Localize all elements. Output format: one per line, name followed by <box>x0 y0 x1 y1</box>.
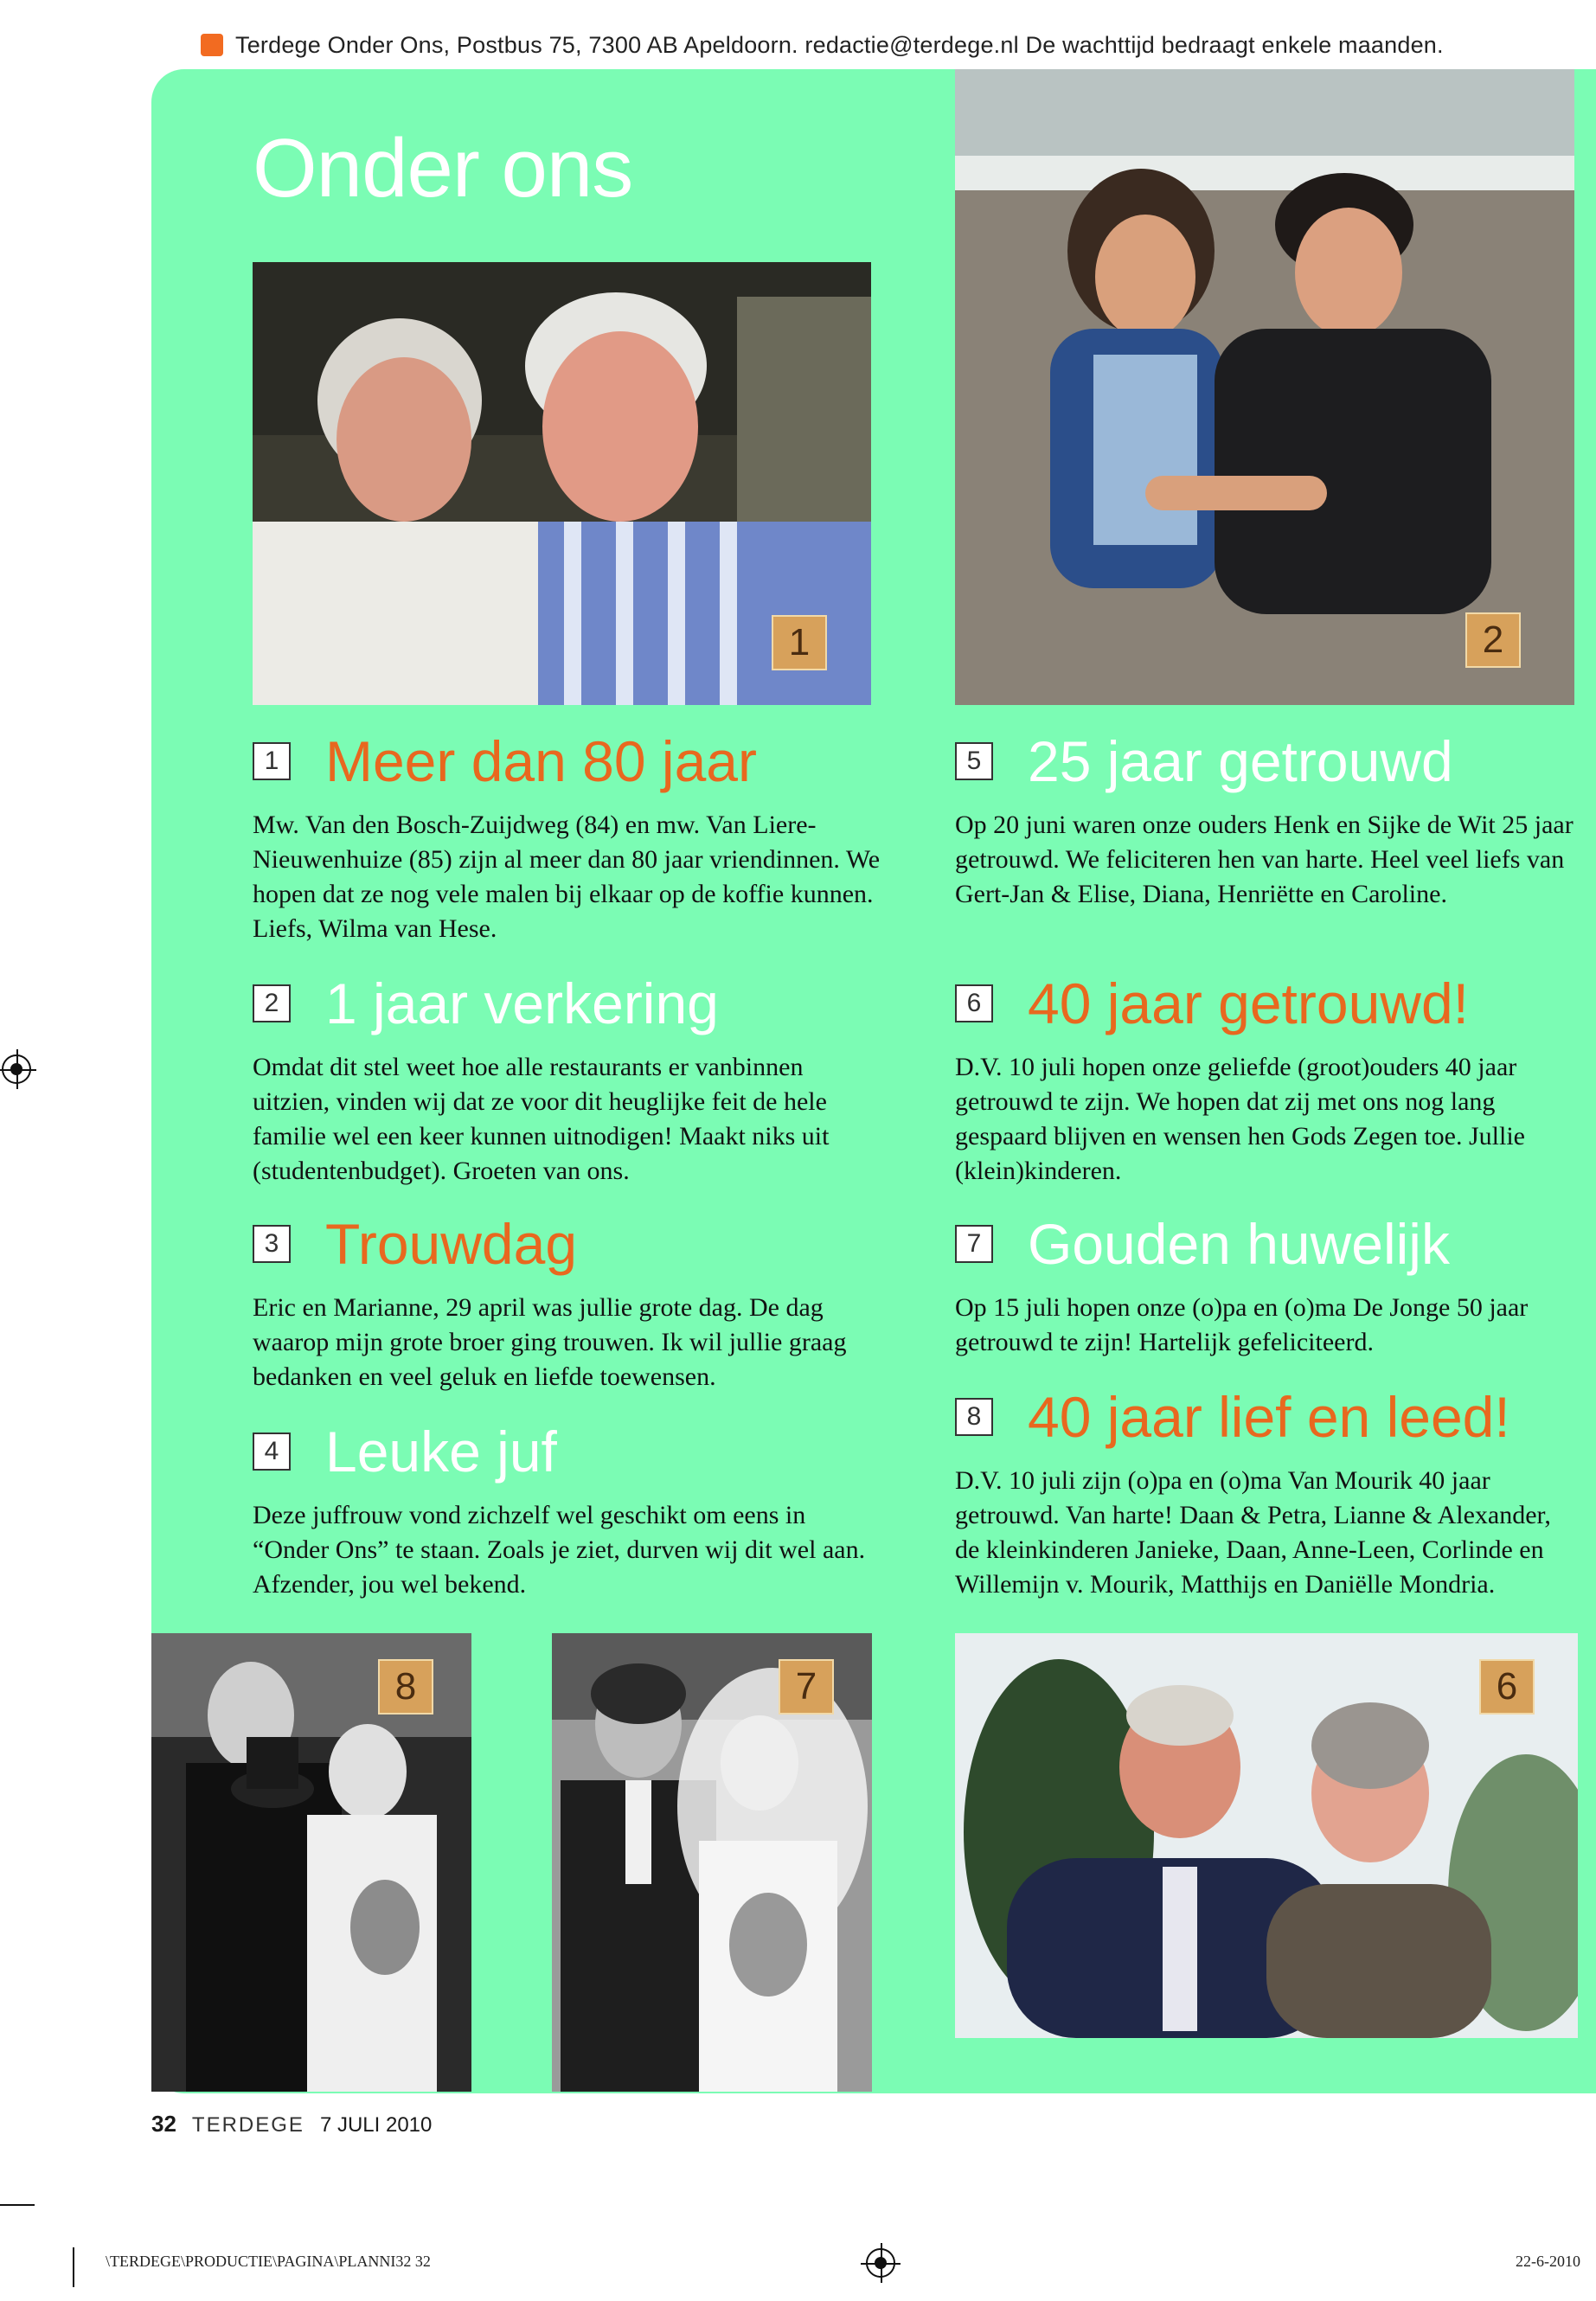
photo-beach-couple <box>955 69 1574 705</box>
item-number: 5 <box>955 742 993 780</box>
photo-wedding-8 <box>151 1633 471 2092</box>
item-heading: Trouwdag <box>325 1212 578 1276</box>
crop-mark <box>0 2204 35 2206</box>
item-number: 2 <box>253 984 291 1022</box>
registration-mark-icon <box>2 1054 31 1084</box>
item-number: 1 <box>253 742 291 780</box>
item-heading: 40 jaar getrouwd! <box>1028 971 1469 1035</box>
issue-date: 7 JULI 2010 <box>319 2113 433 2137</box>
announcement-4 <box>253 1417 884 1602</box>
item-heading: 1 jaar verkering <box>325 971 719 1035</box>
photo-badge: 2 <box>1465 612 1521 668</box>
item-heading: 25 jaar getrouwd <box>1028 729 1453 793</box>
page-number: 32 <box>151 2111 176 2137</box>
photo-badge: 6 <box>1479 1659 1535 1715</box>
bullet-square-icon <box>201 34 223 56</box>
magazine-name: TERDEGE <box>191 2113 304 2137</box>
registration-mark-icon <box>866 2248 895 2278</box>
photo-two-friends <box>253 262 871 705</box>
announcement-3 <box>253 1209 884 1394</box>
item-body: Eric en Marianne, 29 april was jullie grote dag. De dag waarop mijn grote broer ging trouwen. Ik wil jullie graag bedanken en veel geluk en liefde toewensen. <box>253 1293 847 1391</box>
item-number: 3 <box>253 1225 291 1263</box>
photo-badge: 7 <box>779 1659 834 1715</box>
photo-wedding-7 <box>552 1633 872 2092</box>
photo-badge: 8 <box>378 1659 433 1715</box>
announcement-7 <box>955 1209 1578 1360</box>
photo-badge: 1 <box>772 615 827 670</box>
item-body: Mw. Van den Bosch-Zuijdweg (84) en mw. Van Liere-Nieuwenhuize (85) zijn al meer dan 80 jaar vriendinnen. We hopen dat ze nog vele malen bij elkaar op de koffie kunnen. Liefs, Wilma van Hese. <box>253 811 881 943</box>
slug-date: 22-6-2010 <box>1516 2253 1580 2270</box>
item-body: Omdat dit stel weet hoe alle restaurants er vanbinnen uitzien, vinden wij dat ze voor dit heuglijke feit de hele familie wel een keer kunnen uitnodigen! Maakt niks uit (studentenbudget). Groeten van ons. <box>253 1053 830 1185</box>
item-heading: 40 jaar lief en leed! <box>1028 1385 1510 1449</box>
item-number: 8 <box>955 1398 993 1436</box>
announcement-2 <box>253 969 884 1189</box>
item-body: D.V. 10 juli hopen onze geliefde (groot)ouders 40 jaar getrouwd te zijn. We hopen dat zij met ons nog lang gespaard blijven en wensen hen Gods Zegen toe. Jullie (klein)kinderen. <box>955 1053 1525 1185</box>
page-footer <box>151 2111 432 2138</box>
item-body: Deze juffrouw vond zichzelf wel geschikt om eens in “Onder Ons” te staan. Zoals je ziet, durven wij dit wel aan. Afzender, jou wel bekend. <box>253 1501 866 1599</box>
item-heading: Meer dan 80 jaar <box>325 729 757 793</box>
item-body: Op 15 juli hopen onze (o)pa en (o)ma De Jonge 50 jaar getrouwd te zijn! Hartelijk gefeliciteerd. <box>955 1293 1529 1356</box>
announcement-1 <box>253 727 884 946</box>
item-body: D.V. 10 juli zijn (o)pa en (o)ma Van Mourik 40 jaar getrouwd. Van harte! Daan & Petra, Lianne & Alexander, de kleinkinderen Janieke, Daan, Anne-Leen, Corlinde en Willemijn v. Mourik, Matthijs en Daniëlle Mondria. <box>955 1466 1551 1599</box>
crop-mark <box>73 2247 74 2287</box>
contact-line <box>201 26 1585 64</box>
item-body: Op 20 juni waren onze ouders Henk en Sijke de Wit 25 jaar getrouwd. We feliciteren hen van harte. Heel veel liefs van Gert-Jan & Elise, Diana, Henriëtte en Caroline. <box>955 811 1574 908</box>
photo-couple-6 <box>955 1633 1578 2038</box>
item-number: 4 <box>253 1433 291 1471</box>
item-number: 6 <box>955 984 993 1022</box>
item-heading: Gouden huwelijk <box>1028 1212 1450 1276</box>
announcement-5 <box>955 727 1578 912</box>
slug-path: \TERDEGE\PRODUCTIE\PAGINA\PLANNI32 32 <box>106 2253 431 2270</box>
item-number: 7 <box>955 1225 993 1263</box>
item-heading: Leuke juf <box>325 1420 557 1484</box>
announcement-8 <box>955 1382 1578 1602</box>
contact-text: Terdege Onder Ons, Postbus 75, 7300 AB Apeldoorn. redactie@terdege.nl De wachttijd bedraagt enkele maanden. <box>235 31 1444 58</box>
announcement-6 <box>955 969 1578 1189</box>
page-title: Onder ons <box>253 122 633 215</box>
